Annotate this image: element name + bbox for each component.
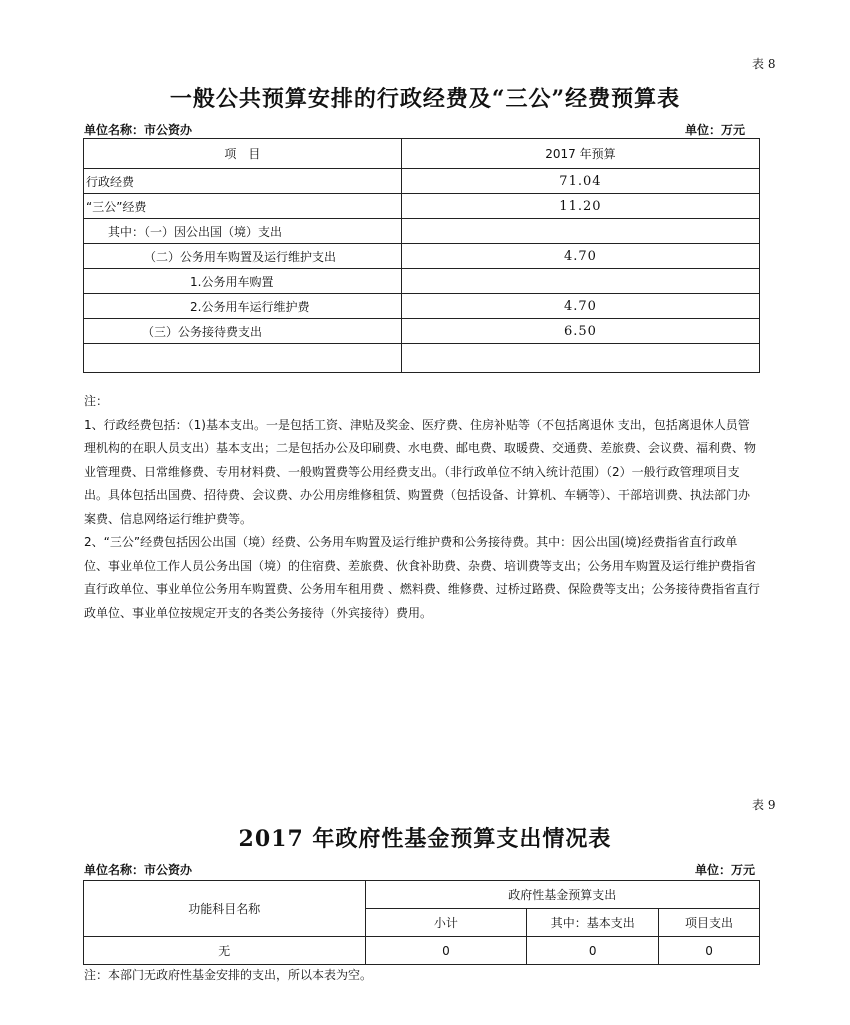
table8 (83, 138, 760, 373)
row-value (401, 219, 759, 244)
row-value: 0 (365, 937, 527, 965)
table-row (84, 319, 760, 344)
table9 (83, 880, 760, 965)
table-row (84, 244, 760, 269)
table-row (84, 219, 760, 244)
row-label: “三公”经费 (84, 194, 402, 219)
table9-subheader-project: 项目支出 (659, 909, 760, 937)
note-heading: 注： (84, 394, 109, 408)
table-row (84, 194, 760, 219)
table8-header-row (84, 139, 760, 169)
row-value: 0 (659, 937, 760, 965)
row-value: 0 (527, 937, 659, 965)
table9-header-func: 功能科目名称 (84, 881, 366, 937)
table9-header-group: 政府性基金预算支出 (365, 881, 759, 909)
row-value: 6.50 (401, 319, 759, 344)
row-label (84, 344, 402, 373)
table8-title: 一般公共预算安排的行政经费及“三公”经费预算表 (169, 86, 681, 112)
row-name: 无 (84, 937, 366, 965)
table8-unit-name: 单位名称：市公资办 (84, 123, 193, 137)
table-row (84, 169, 760, 194)
row-label: （二）公务用车购置及运行维护支出 (84, 244, 402, 269)
row-value (401, 269, 759, 294)
row-value: 11.20 (401, 194, 759, 219)
table8-header-budget: 2017 年预算 (401, 139, 759, 169)
table9-unit-name: 单位名称：市公资办 (84, 863, 193, 877)
note-paragraph-1: 1、行政经费包括：（1)基本支出。一是包括工资、津贴及奖金、医疗费、住房补贴等（不包括离退休 支出，包括离退休人员管理机构的在职人员支出）基本支出；二是包括办公及印刷费、水电费、邮电费、取暖费、交通费、差旅费、会议费、福利费、物业管理费、日常维修费、专用材料费、一般购置费等公用经费支出。（非行政单位不纳入统计范围）（2）一般行政管理项目支出。具体包括出国费、招待费、会议费、办公用房维修租赁、购置费（包括设备、计算机、车辆等）、干部培训费、执法部门办案费、信息网络运行维护费等。 (84, 417, 757, 526)
row-value: 4.70 (401, 294, 759, 319)
table9-number: 表 9 (752, 798, 776, 812)
table-row (84, 294, 760, 319)
table8-number: 表 8 (752, 57, 776, 71)
row-label: 1.公务用车购置 (84, 269, 402, 294)
table-row (84, 937, 760, 965)
table9-unit: 单位：万元 (695, 863, 756, 877)
table-row (84, 269, 760, 294)
table9-subheader-subtotal: 小计 (365, 909, 527, 937)
table8-header-item: 项 目 (84, 139, 402, 169)
table8-notes (84, 390, 760, 625)
table8-unit: 单位：万元 (685, 123, 746, 137)
table9-subheader-basic: 其中：基本支出 (527, 909, 659, 937)
table-row (84, 344, 760, 373)
row-label: 2.公务用车运行维护费 (84, 294, 402, 319)
row-value (401, 344, 759, 373)
row-label: 其中：（一）因公出国（境）支出 (84, 219, 402, 244)
row-label: （三）公务接待费支出 (84, 319, 402, 344)
table9-title: 2017 年政府性基金预算支出情况表 (238, 826, 612, 852)
table9-note: 注：本部门无政府性基金安排的支出，所以本表为空。 (84, 968, 373, 982)
note-paragraph-2: 2、“三公”经费包括因公出国（境）经费、公务用车购置及运行维护费和公务接待费。其中：因公出国(境)经费指省直行政单位、事业单位工作人员公务出国（境）的住宿费、差旅费、伙食补助费、杂费、培训费等支出；公务用车购置及运行维护费指省直行政单位、事业单位公务用车购置费、公务用车租用费 、燃料费、维修费、过桥过路费、保险费等支出；公务接待费指省直行政单位、事业单位按规定开支的各类公务接待（外宾接待）费用。 (84, 535, 760, 620)
row-value: 71.04 (401, 169, 759, 194)
row-label: 行政经费 (84, 169, 402, 194)
table9-header-row (84, 881, 760, 909)
row-value: 4.70 (401, 244, 759, 269)
